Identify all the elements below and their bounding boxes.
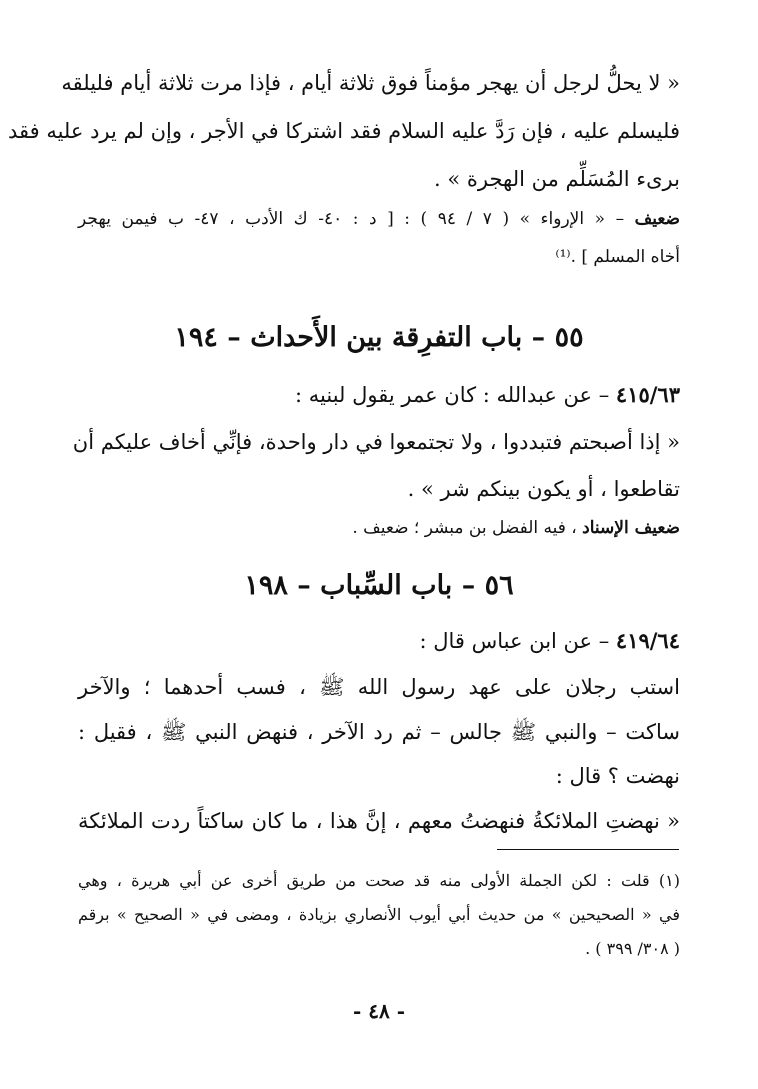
hadith-62-grading-line-2: أخاه المسلم ] .⁽¹⁾ <box>555 247 680 267</box>
narrator: – عن عبدالله : كان عمر يقول لبنيه : <box>295 383 616 407</box>
grade-label: ضعيف <box>634 209 680 229</box>
hadith-64-line-3: نهضت ؟ قال : <box>555 764 680 788</box>
page-number: - ٤٨ - <box>352 999 405 1023</box>
hadith-63-line-2: تقاطعوا ، أو يكون بينكم شر » . <box>407 477 680 501</box>
hadith-63-line-1: « إذا أصبحتم فتبددوا ، ولا تجتمعوا في دار واحدة، فإنِّي أخاف عليكم أن <box>72 430 680 454</box>
hadith-64-intro <box>78 624 680 658</box>
grade-source: – « الإرواء » ( ٧ / ٩٤ ) : [ د : ٤٠- ك الأدب ، ٤٧- ب فيمن يهجر <box>78 209 635 229</box>
grade-label: ضعيف الإسناد <box>582 518 680 538</box>
footnote-separator <box>497 849 679 850</box>
hadith-63-intro <box>78 378 680 412</box>
hadith-62-line-2: فليسلم عليه ، فإن رَدَّ عليه السلام فقد اشتركا في الأجر ، وإن لم يرد عليه فقد <box>7 119 680 143</box>
chapter-55-heading: ٥٥ – باب التفرِقة بين الأَحداث – ١٩٤ <box>174 322 584 353</box>
hadith-64-line-1: استب رجلان على عهد رسول الله ﷺ ، فسب أحدهما ؛ والآخر <box>78 675 680 699</box>
chapter-56-heading: ٥٦ – باب السِّباب – ١٩٨ <box>244 570 514 601</box>
narrator: – عن ابن عباس قال : <box>419 629 616 653</box>
hadith-number: ٤١٥/٦٣ <box>615 382 680 407</box>
hadith-number: ٤١٩/٦٤ <box>615 628 680 653</box>
hadith-64-line-2: ساكت – والنبي ﷺ جالس – ثم رد الآخر ، فنهض النبي ﷺ ، فقيل : <box>78 720 680 744</box>
footnote-line-1: (١) قلت : لكن الجملة الأولى منه قد صحت من طريق أخرى عن أبي هريرة ، وهي <box>78 871 680 890</box>
grade-source: ، فيه الفضل بن مبشر ؛ ضعيف . <box>352 518 583 538</box>
hadith-63-grading <box>78 514 680 542</box>
footnote-line-3: ( ٣٠٨/ ٣٩٩ ) . <box>585 939 680 958</box>
footnote-line-2: في « الصحيحين » من حديث أبي أيوب الأنصاري بزيادة ، ومضى في « الصحيح » برقم <box>78 905 680 924</box>
hadith-64-line-4: « نهضتِ الملائكةُ فنهضتُ معهم ، إنَّ هذا ، ما كان ساكتاً ردت الملائكة <box>78 809 680 833</box>
hadith-62-grading <box>78 205 680 233</box>
hadith-62-line-1: « لا يحلُّ لرجل أن يهجر مؤمناً فوق ثلاثة أيام ، فإذا مرت ثلاثة أيام فليلقه <box>61 71 680 95</box>
hadith-62-line-3: برىء المُسَلِّم من الهجرة » . <box>434 167 680 191</box>
